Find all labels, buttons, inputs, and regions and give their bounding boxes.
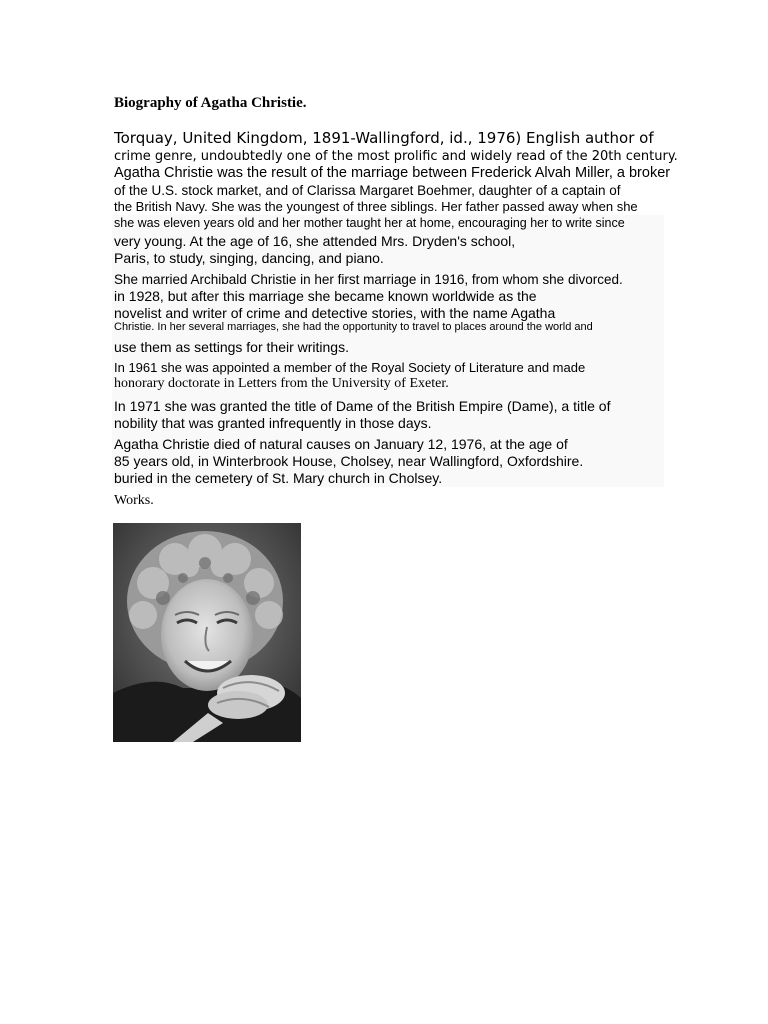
body-line: She married Archibald Christie in her first marriage in 1916, from whom she divorced. (114, 272, 623, 287)
body-line: novelist and writer of crime and detective stories, with the name Agatha (114, 305, 556, 321)
body-line: 85 years old, in Winterbrook House, Cholsey, near Wallingford, Oxfordshire. (114, 453, 584, 469)
body-line: Agatha Christie was the result of the marriage between Frederick Alvah Miller, a broker (114, 165, 671, 181)
body-line: use them as settings for their writings. (114, 339, 349, 355)
works-heading: Works. (114, 493, 154, 508)
body-line: In 1971 she was granted the title of Dame of the British Empire (Dame), a title of (114, 398, 611, 414)
portrait-photo (113, 523, 301, 742)
body-line: of the U.S. stock market, and of Clarissa Margaret Boehmer, daughter of a captain of (114, 183, 621, 198)
body-line: Agatha Christie died of natural causes on January 12, 1976, at the age of (114, 436, 568, 452)
body-line: Christie. In her several marriages, she had the opportunity to travel to places around the world and (114, 321, 593, 333)
portrait-illustration (113, 523, 301, 742)
body-line: nobility that was granted infrequently in those days. (114, 415, 432, 431)
body-line: in 1928, but after this marriage she became known worldwide as the (114, 288, 537, 304)
body-line: buried in the cemetery of St. Mary church in Cholsey. (114, 470, 443, 486)
body-line: the British Navy. She was the youngest of three siblings. Her father passed away when she (114, 199, 638, 214)
body-line: she was eleven years old and her mother taught her at home, encouraging her to write since (114, 216, 625, 230)
body-line: honorary doctorate in Letters from the University of Exeter. (114, 376, 449, 391)
document-title: Biography of Agatha Christie. (114, 95, 307, 111)
body-line: In 1961 she was appointed a member of the Royal Society of Literature and made (114, 360, 586, 375)
body-line: very young. At the age of 16, she attended Mrs. Dryden's school, (114, 233, 516, 249)
body-line: crime genre, undoubtedly one of the most prolific and widely read of the 20th century. (114, 149, 678, 164)
body-line: Torquay, United Kingdom, 1891-Wallingford, id., 1976) English author of (114, 129, 654, 147)
body-line: Paris, to study, singing, dancing, and piano. (114, 250, 384, 266)
